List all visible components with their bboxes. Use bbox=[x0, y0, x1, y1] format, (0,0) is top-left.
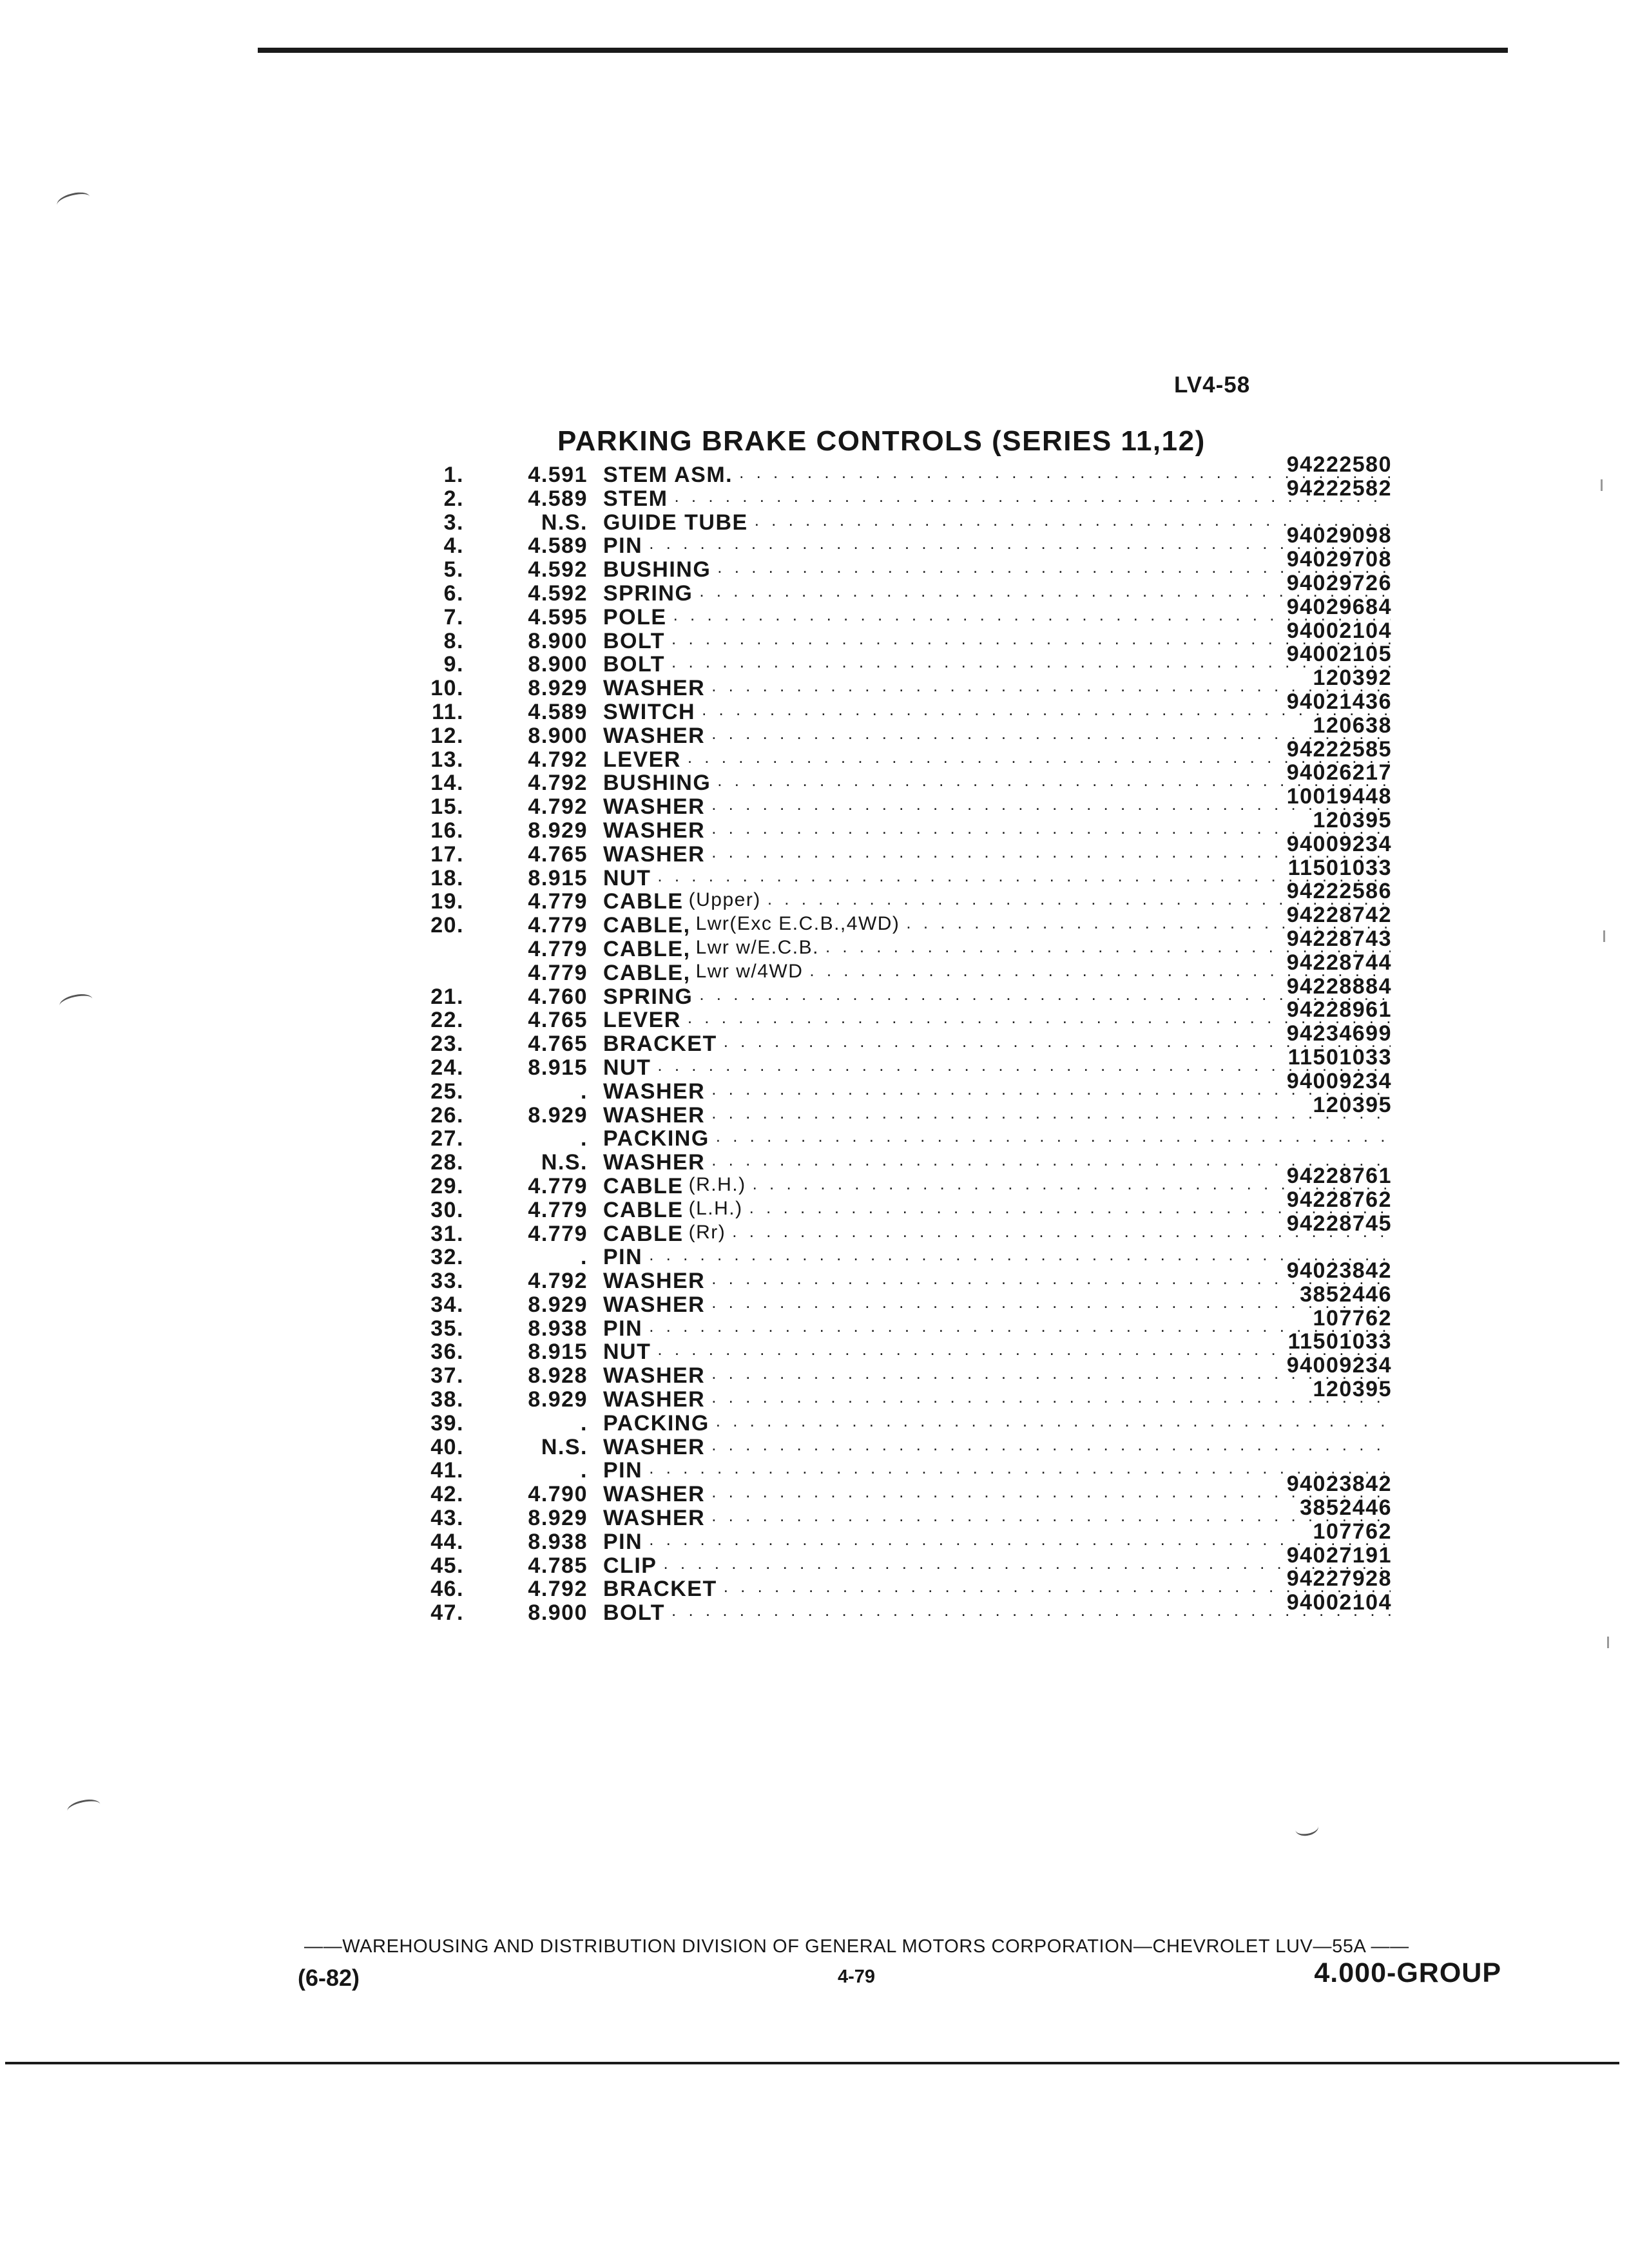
part-item-number: 43. bbox=[430, 1506, 464, 1531]
part-name: PIN bbox=[603, 533, 643, 559]
part-group-number: 4.765 bbox=[528, 1032, 588, 1057]
scan-mark bbox=[1607, 1637, 1609, 1648]
part-name: WASHER bbox=[603, 1387, 706, 1412]
part-description bbox=[603, 1435, 1391, 1460]
part-group-number: 4.779 bbox=[528, 1221, 588, 1246]
part-item-number: 47. bbox=[430, 1600, 464, 1626]
part-row bbox=[387, 1377, 1392, 1412]
part-group-number: 4.591 bbox=[528, 463, 588, 487]
part-item-number: 18. bbox=[430, 865, 464, 890]
part-row bbox=[387, 1329, 1392, 1365]
part-item-number: 45. bbox=[430, 1553, 464, 1578]
part-row bbox=[387, 1258, 1392, 1294]
part-item-number: 31. bbox=[430, 1221, 464, 1246]
part-item-number: 41. bbox=[430, 1458, 464, 1483]
part-name: PIN bbox=[603, 1458, 643, 1483]
part-number: 94228742 bbox=[1286, 903, 1392, 928]
part-number: 11501033 bbox=[1287, 855, 1392, 880]
footer-date: (6-82) bbox=[298, 1965, 360, 1991]
part-item-number: 19. bbox=[430, 889, 464, 914]
part-qualifier: (Rr) bbox=[688, 1221, 726, 1243]
part-name: SPRING bbox=[603, 581, 693, 606]
part-item-number: 4. bbox=[443, 533, 464, 559]
part-description bbox=[603, 1126, 1391, 1151]
footer-page-number: 4-79 bbox=[838, 1966, 876, 1987]
part-number: 94023842 bbox=[1286, 1258, 1392, 1283]
part-item-number: 27. bbox=[430, 1126, 464, 1151]
footer-group: 4.000-GROUP bbox=[1314, 1957, 1501, 1988]
part-number: 94009234 bbox=[1286, 1353, 1392, 1378]
part-group-number: . bbox=[581, 1458, 588, 1483]
bottom-rule bbox=[5, 2062, 1619, 2064]
part-item-number: 14. bbox=[430, 771, 464, 796]
part-item-number: 38. bbox=[430, 1387, 464, 1412]
part-item-number: 1. bbox=[443, 463, 464, 487]
part-group-number: 8.929 bbox=[528, 1506, 588, 1531]
scan-mark bbox=[1294, 1819, 1319, 1838]
part-name: CABLE, bbox=[603, 913, 691, 938]
part-item-number: 25. bbox=[430, 1079, 464, 1104]
part-number: 94222585 bbox=[1286, 736, 1392, 762]
part-number: 3852446 bbox=[1300, 1495, 1392, 1521]
part-name: POLE bbox=[603, 604, 667, 629]
part-name: PIN bbox=[603, 1316, 643, 1341]
part-number: 94029726 bbox=[1286, 570, 1392, 595]
part-group-number: 4.779 bbox=[528, 1197, 588, 1222]
part-name: WASHER bbox=[603, 1079, 706, 1104]
part-number: 107762 bbox=[1313, 1305, 1392, 1331]
part-number: 107762 bbox=[1313, 1519, 1392, 1544]
part-group-number: . bbox=[581, 1126, 588, 1151]
part-row bbox=[387, 997, 1392, 1033]
part-row bbox=[387, 1211, 1392, 1246]
part-name: CABLE, bbox=[603, 960, 691, 985]
part-number: 94029708 bbox=[1286, 547, 1392, 572]
footer-publisher-line: ——WAREHOUSING AND DISTRIBUTION DIVISION OF GENERAL MOTORS CORPORATION—CHEVROLET LUV—55A —— bbox=[304, 1936, 1409, 1957]
part-group-number: 4.792 bbox=[528, 794, 588, 820]
part-name: SPRING bbox=[603, 984, 693, 1009]
part-number: 94026217 bbox=[1286, 760, 1392, 785]
part-group-number: 4.589 bbox=[528, 533, 588, 559]
part-group-number: 4.760 bbox=[528, 984, 588, 1009]
part-number: 94234699 bbox=[1286, 1021, 1392, 1046]
part-name: PIN bbox=[603, 1529, 643, 1554]
part-name: CABLE bbox=[603, 1221, 684, 1246]
part-name: CABLE bbox=[603, 1197, 684, 1222]
part-item-number: 32. bbox=[430, 1245, 464, 1270]
part-name: CLIP bbox=[603, 1553, 657, 1578]
page-title: PARKING BRAKE CONTROLS (SERIES 11,12) bbox=[557, 425, 1206, 457]
part-qualifier: (L.H.) bbox=[688, 1197, 743, 1219]
part-group-number: 8.900 bbox=[528, 723, 588, 748]
part-row bbox=[387, 1187, 1392, 1222]
part-group-number: 8.915 bbox=[528, 1055, 588, 1080]
part-number: 94228884 bbox=[1286, 974, 1392, 999]
part-row bbox=[387, 950, 1392, 985]
part-item-number: 46. bbox=[430, 1577, 464, 1602]
part-qualifier: Lwr(Exc E.C.B.,4WD) bbox=[695, 913, 900, 935]
part-group-number: 4.779 bbox=[528, 960, 588, 985]
part-name: PACKING bbox=[603, 1410, 709, 1436]
scan-mark bbox=[58, 992, 94, 1013]
part-name: STEM bbox=[603, 486, 668, 511]
part-group-number: 4.792 bbox=[528, 771, 588, 796]
part-name: NUT bbox=[603, 865, 651, 890]
part-number: 94228761 bbox=[1286, 1163, 1392, 1188]
scan-mark bbox=[55, 189, 92, 212]
part-group-number: N.S. bbox=[541, 1434, 588, 1459]
part-name: WASHER bbox=[603, 1363, 706, 1389]
part-row bbox=[387, 736, 1392, 772]
part-group-number: . bbox=[581, 1410, 588, 1436]
part-name: WASHER bbox=[603, 1482, 706, 1507]
part-name: WASHER bbox=[603, 1102, 706, 1128]
part-group-number: 4.779 bbox=[528, 913, 588, 938]
part-group-number: 4.790 bbox=[528, 1482, 588, 1507]
part-row bbox=[387, 476, 1392, 511]
part-row bbox=[387, 689, 1392, 724]
part-group-number: 8.928 bbox=[528, 1363, 588, 1389]
part-number: 94002104 bbox=[1286, 1590, 1392, 1615]
part-name: LEVER bbox=[603, 1008, 681, 1033]
part-item-number: 2. bbox=[443, 486, 464, 511]
part-group-number: 8.929 bbox=[528, 1292, 588, 1317]
part-group-number: 4.765 bbox=[528, 1008, 588, 1033]
part-number: 94228744 bbox=[1286, 950, 1392, 975]
part-name: WASHER bbox=[603, 676, 706, 701]
part-name: SWITCH bbox=[603, 699, 696, 724]
leader-dots bbox=[711, 1435, 1391, 1460]
part-group-number: . bbox=[581, 1245, 588, 1270]
part-item-number: 13. bbox=[430, 747, 464, 772]
part-row bbox=[387, 1566, 1392, 1602]
part-qualifier: (R.H.) bbox=[688, 1173, 746, 1195]
part-row bbox=[387, 974, 1392, 1009]
part-group-number: 4.792 bbox=[528, 1577, 588, 1602]
part-row bbox=[387, 760, 1392, 796]
part-name: BOLT bbox=[603, 1600, 666, 1626]
part-row bbox=[387, 855, 1392, 890]
part-name: WASHER bbox=[603, 1150, 706, 1175]
part-name: STEM ASM. bbox=[603, 463, 733, 487]
part-row bbox=[387, 926, 1392, 961]
part-name: WASHER bbox=[603, 1269, 706, 1294]
part-item-number: 44. bbox=[430, 1529, 464, 1554]
part-number: 120395 bbox=[1313, 1377, 1392, 1402]
part-name: CABLE bbox=[603, 1173, 684, 1198]
part-group-number: 4.592 bbox=[528, 581, 588, 606]
parts-list bbox=[387, 452, 1392, 1626]
part-row bbox=[387, 1411, 1392, 1435]
part-name: PACKING bbox=[603, 1126, 709, 1151]
part-group-number: N.S. bbox=[541, 1150, 588, 1175]
part-number: 94029684 bbox=[1286, 594, 1392, 619]
part-number: 94227928 bbox=[1286, 1566, 1392, 1591]
part-group-number: 8.915 bbox=[528, 865, 588, 890]
leader-dots bbox=[716, 1126, 1391, 1151]
part-row bbox=[387, 831, 1392, 867]
part-group-number: 4.792 bbox=[528, 747, 588, 772]
part-row bbox=[387, 594, 1392, 629]
part-group-number: 8.900 bbox=[528, 652, 588, 677]
part-item-number: 35. bbox=[430, 1316, 464, 1341]
part-number: 94027191 bbox=[1286, 1542, 1392, 1568]
part-item-number: 23. bbox=[430, 1032, 464, 1057]
part-row bbox=[387, 1092, 1392, 1128]
part-group-number: 8.929 bbox=[528, 1387, 588, 1412]
part-item-number: 34. bbox=[430, 1292, 464, 1317]
part-group-number: 4.589 bbox=[528, 699, 588, 724]
part-name: BRACKET bbox=[603, 1032, 717, 1057]
part-number: 94009234 bbox=[1286, 1068, 1392, 1093]
part-number: 94222586 bbox=[1286, 879, 1392, 904]
part-name: BUSHING bbox=[603, 771, 711, 796]
part-group-number: . bbox=[581, 1079, 588, 1104]
part-number: 94002105 bbox=[1286, 642, 1392, 667]
part-name: CABLE, bbox=[603, 936, 691, 961]
part-name: LEVER bbox=[603, 747, 681, 772]
part-group-number: 8.929 bbox=[528, 1102, 588, 1128]
part-row bbox=[387, 1542, 1392, 1578]
scan-mark bbox=[1601, 479, 1603, 491]
part-name: BOLT bbox=[603, 628, 666, 653]
part-row bbox=[387, 1245, 1392, 1269]
scan-mark bbox=[1603, 930, 1605, 942]
part-row bbox=[387, 1068, 1392, 1104]
part-group-number: 8.938 bbox=[528, 1316, 588, 1341]
part-group-number: 4.779 bbox=[528, 1173, 588, 1198]
part-row bbox=[387, 1590, 1392, 1626]
part-number: 94222580 bbox=[1286, 452, 1392, 477]
part-group-number: 4.765 bbox=[528, 841, 588, 867]
part-number: 120395 bbox=[1313, 1092, 1392, 1117]
part-group-number: 8.915 bbox=[528, 1340, 588, 1365]
part-item-number: 7. bbox=[443, 604, 464, 629]
part-row bbox=[387, 452, 1392, 487]
part-name: WASHER bbox=[603, 1292, 706, 1317]
part-group-number: 4.792 bbox=[528, 1269, 588, 1294]
part-name: NUT bbox=[603, 1340, 651, 1365]
part-number: 94023842 bbox=[1286, 1472, 1392, 1497]
part-number: 120392 bbox=[1313, 666, 1392, 691]
part-item-number: 21. bbox=[430, 984, 464, 1009]
part-row bbox=[387, 1150, 1392, 1174]
part-group-number: 8.900 bbox=[528, 628, 588, 653]
part-row bbox=[387, 1353, 1392, 1389]
part-row bbox=[387, 666, 1392, 701]
part-group-number: 4.779 bbox=[528, 936, 588, 961]
top-rule bbox=[258, 48, 1508, 53]
page-code: LV4-58 bbox=[1174, 372, 1251, 398]
part-item-number: 9. bbox=[443, 652, 464, 677]
part-name: GUIDE TUBE bbox=[603, 510, 748, 535]
part-row bbox=[387, 1282, 1392, 1317]
part-group-number: 4.592 bbox=[528, 557, 588, 582]
part-group-number: 4.589 bbox=[528, 486, 588, 511]
part-item-number: 20. bbox=[430, 913, 464, 938]
part-number: 120638 bbox=[1313, 713, 1392, 738]
part-name: CABLE bbox=[603, 889, 684, 914]
part-item-number: 33. bbox=[430, 1269, 464, 1294]
part-group-number: 4.779 bbox=[528, 889, 588, 914]
part-number: 94222582 bbox=[1286, 476, 1392, 501]
part-name: PIN bbox=[603, 1245, 643, 1270]
part-group-number: 8.938 bbox=[528, 1529, 588, 1554]
part-group-number: 8.929 bbox=[528, 818, 588, 843]
part-item-number: 24. bbox=[430, 1055, 464, 1080]
part-item-number: 3. bbox=[443, 510, 464, 535]
part-name: WASHER bbox=[603, 794, 706, 820]
part-row bbox=[387, 1163, 1392, 1198]
part-number: 10019448 bbox=[1286, 784, 1392, 809]
part-row bbox=[387, 903, 1392, 938]
part-group-number: 4.785 bbox=[528, 1553, 588, 1578]
part-number: 94228743 bbox=[1286, 926, 1392, 951]
part-number: 94228961 bbox=[1286, 997, 1392, 1023]
part-item-number: 22. bbox=[430, 1008, 464, 1033]
part-item-number: 40. bbox=[430, 1434, 464, 1459]
part-name: WASHER bbox=[603, 1434, 706, 1459]
part-row bbox=[387, 1305, 1392, 1341]
part-item-number: 10. bbox=[430, 676, 464, 701]
part-item-number: 37. bbox=[430, 1363, 464, 1389]
part-row bbox=[387, 713, 1392, 748]
part-group-number: 8.929 bbox=[528, 676, 588, 701]
part-number: 94228762 bbox=[1286, 1187, 1392, 1212]
part-item-number: 8. bbox=[443, 628, 464, 653]
part-row bbox=[387, 1435, 1392, 1459]
part-row bbox=[387, 1495, 1392, 1531]
part-item-number: 15. bbox=[430, 794, 464, 820]
part-group-number: 4.595 bbox=[528, 604, 588, 629]
leader-dots bbox=[716, 1411, 1391, 1436]
part-item-number: 12. bbox=[430, 723, 464, 748]
part-item-number: 42. bbox=[430, 1482, 464, 1507]
part-row bbox=[387, 510, 1392, 534]
part-item-number: 29. bbox=[430, 1173, 464, 1198]
part-name: WASHER bbox=[603, 723, 706, 748]
part-name: WASHER bbox=[603, 818, 706, 843]
part-item-number: 17. bbox=[430, 841, 464, 867]
part-item-number: 26. bbox=[430, 1102, 464, 1128]
part-item-number: 5. bbox=[443, 557, 464, 582]
part-item-number: 28. bbox=[430, 1150, 464, 1175]
part-item-number: 36. bbox=[430, 1340, 464, 1365]
part-description bbox=[603, 1411, 1391, 1436]
part-name: WASHER bbox=[603, 841, 706, 867]
part-name: BUSHING bbox=[603, 557, 711, 582]
part-row bbox=[387, 1519, 1392, 1554]
part-row bbox=[387, 1472, 1392, 1507]
part-row bbox=[387, 1458, 1392, 1482]
part-row bbox=[387, 618, 1392, 653]
part-qualifier: (Upper) bbox=[688, 889, 761, 911]
part-number: 94009234 bbox=[1286, 831, 1392, 856]
part-item-number: 6. bbox=[443, 581, 464, 606]
part-group-number: N.S. bbox=[541, 510, 588, 535]
part-number: 94021436 bbox=[1286, 689, 1392, 714]
part-row bbox=[387, 547, 1392, 582]
part-number: 94029098 bbox=[1286, 523, 1392, 548]
part-name: NUT bbox=[603, 1055, 651, 1080]
part-number: 120395 bbox=[1313, 807, 1392, 832]
part-group-number: 8.900 bbox=[528, 1600, 588, 1626]
part-number: 3852446 bbox=[1300, 1282, 1392, 1307]
part-row bbox=[387, 570, 1392, 606]
part-name: BOLT bbox=[603, 652, 666, 677]
part-row bbox=[387, 879, 1392, 914]
part-number: 94228745 bbox=[1286, 1211, 1392, 1236]
part-number: 94002104 bbox=[1286, 618, 1392, 643]
part-item-number: 30. bbox=[430, 1197, 464, 1222]
part-item-number: 11. bbox=[432, 699, 464, 724]
part-qualifier: Lwr w/4WD bbox=[695, 960, 804, 982]
part-name: BRACKET bbox=[603, 1577, 717, 1602]
part-item-number: 16. bbox=[430, 818, 464, 843]
part-number: 11501033 bbox=[1287, 1329, 1392, 1354]
scan-mark bbox=[66, 1797, 102, 1818]
part-row bbox=[387, 642, 1392, 677]
part-name: WASHER bbox=[603, 1506, 706, 1531]
part-qualifier: Lwr w/E.C.B. bbox=[695, 936, 819, 958]
part-number: 11501033 bbox=[1287, 1044, 1392, 1070]
part-row bbox=[387, 1126, 1392, 1150]
part-row bbox=[387, 523, 1392, 559]
part-item-number: 39. bbox=[430, 1410, 464, 1436]
